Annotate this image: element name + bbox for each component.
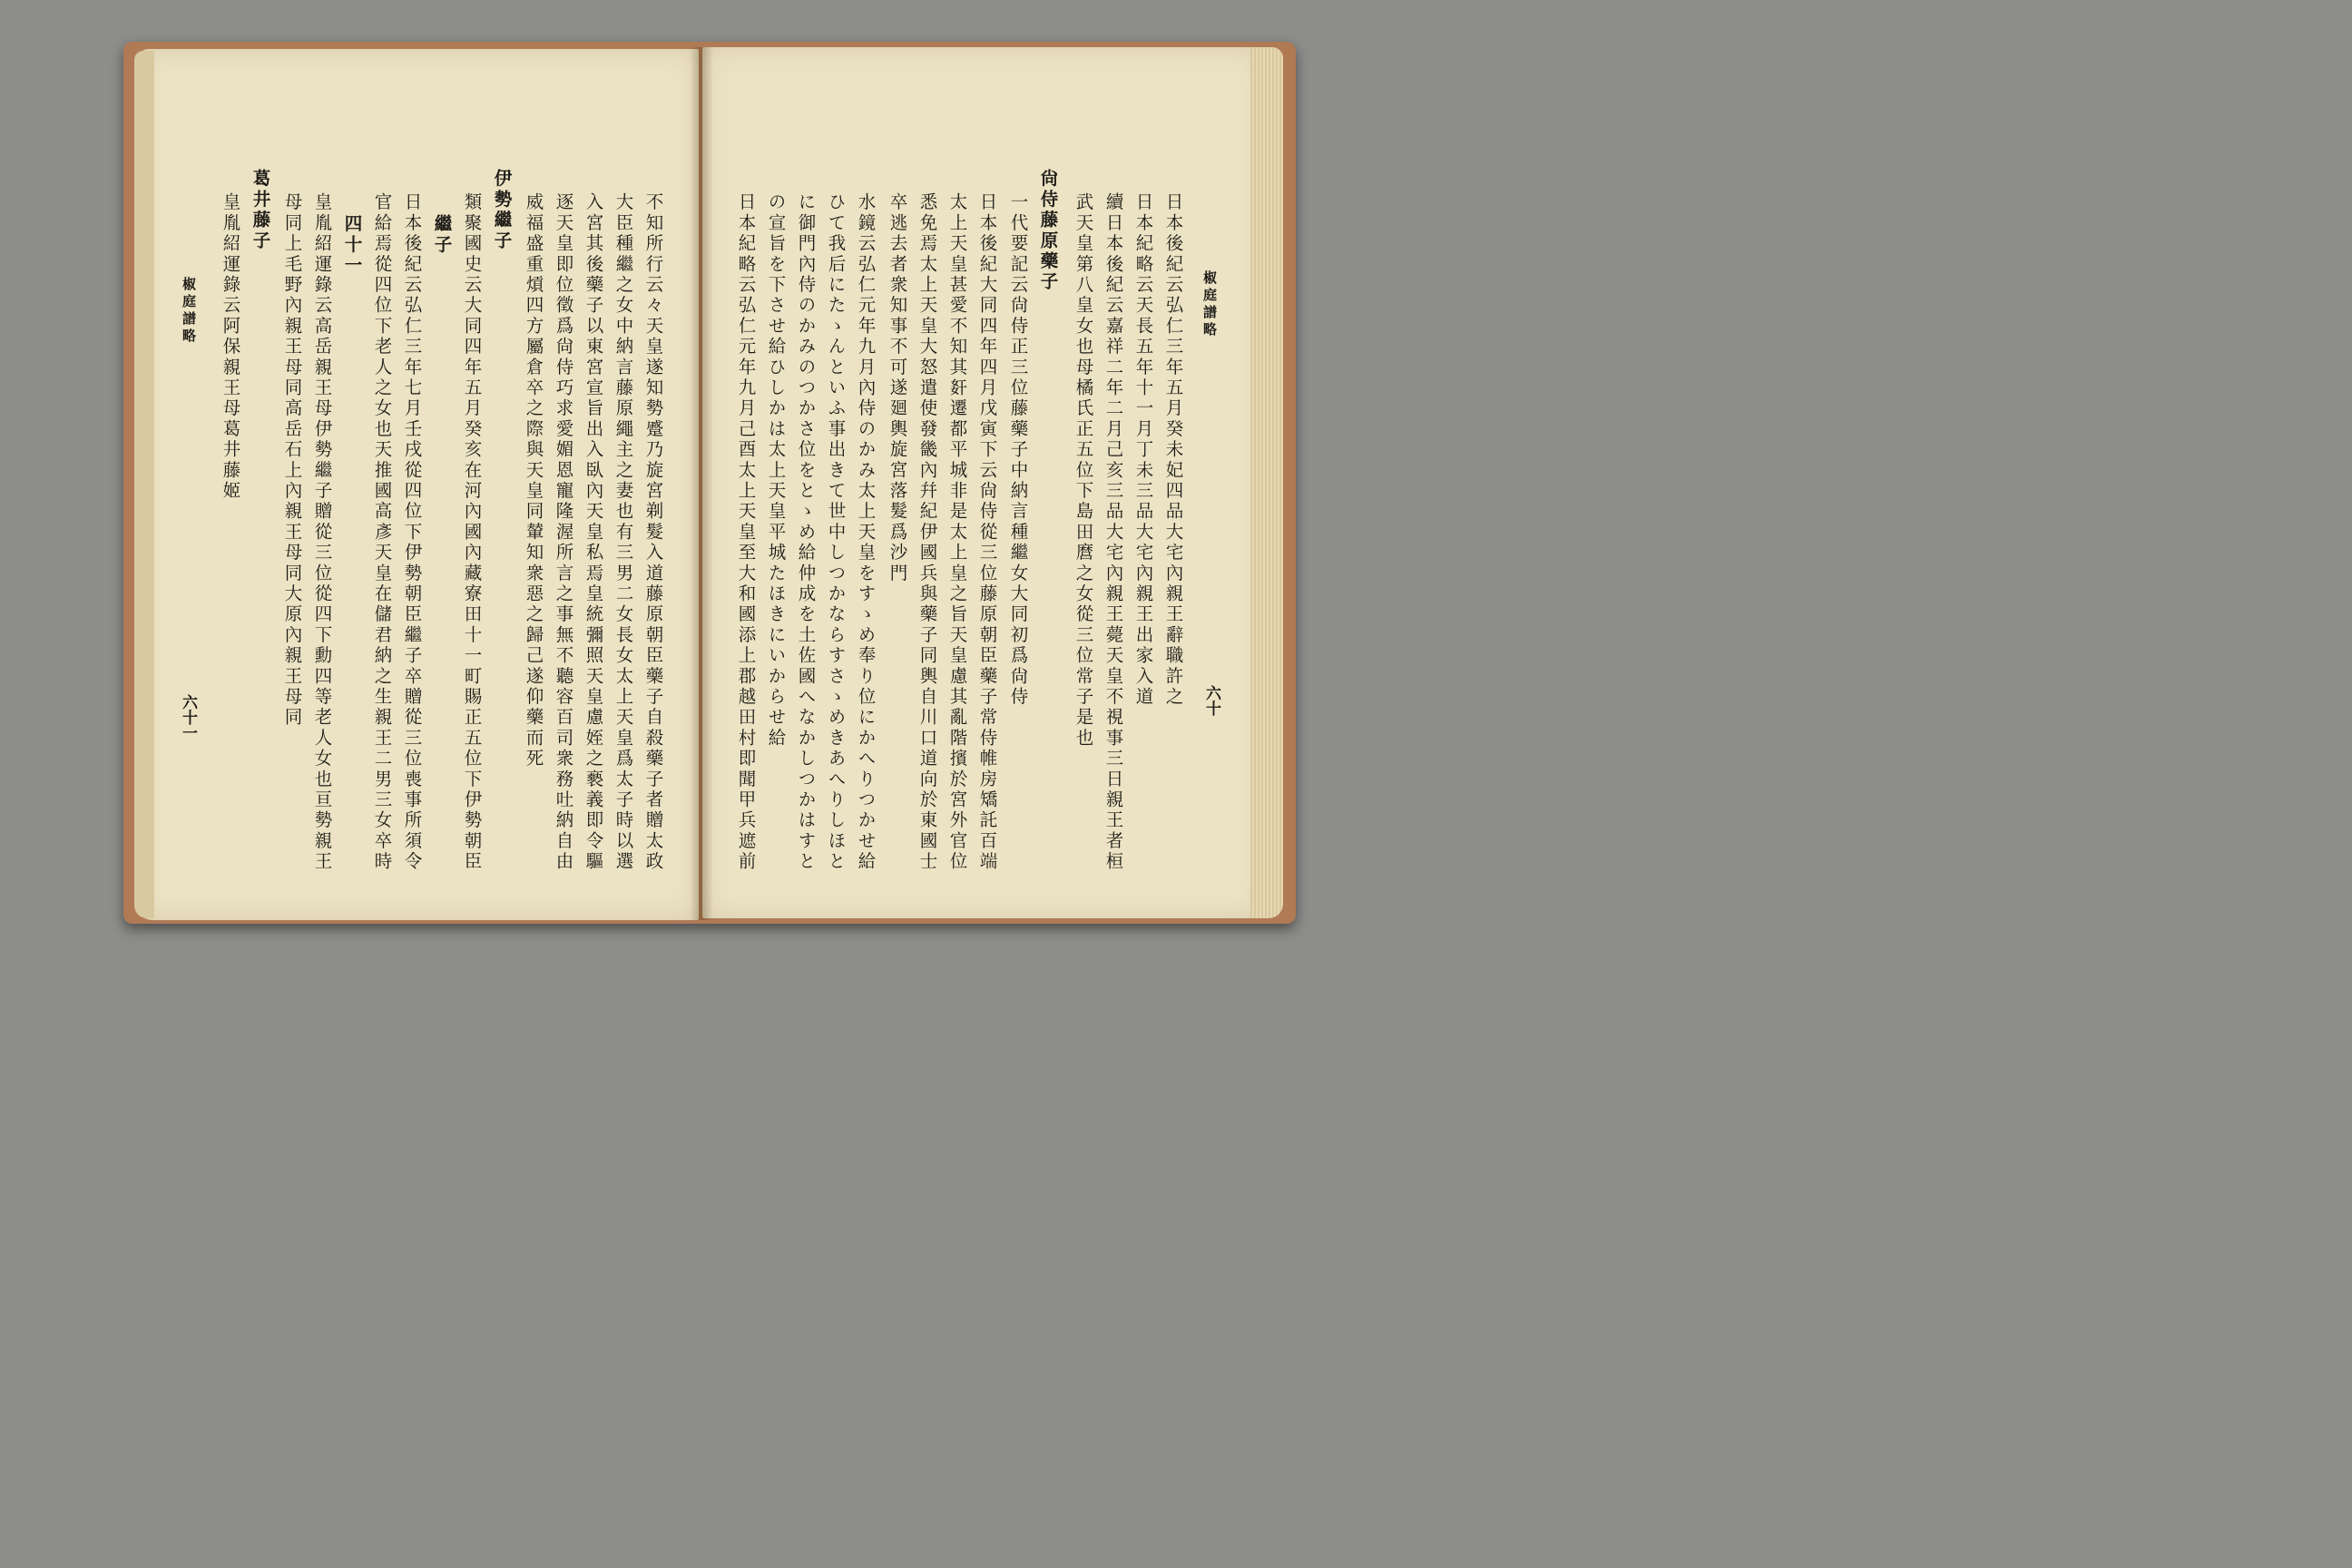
right-page-edge	[1250, 47, 1283, 918]
right-page-number: 六十	[1202, 685, 1220, 716]
text-column: 日本紀略云弘仁元年九月己酉太上天皇至大和國添上郡越田村即聞甲兵遮前	[735, 192, 757, 873]
text-column: 母同上毛野內親王母同高岳石上內親王母同大原內親王母同	[281, 192, 303, 729]
book-spread	[0, 0, 1423, 948]
right-page-header: 椒庭譜略	[1201, 270, 1218, 339]
left-page-edge	[134, 51, 154, 918]
text-column: 太上天皇甚愛不知其姧遷都平城非是太上皇之旨天皇慮其亂階擯於宮外官位	[946, 192, 968, 873]
text-column: 繼子	[431, 214, 453, 256]
text-column: ひて我后にたゝんといふ事出きて世中しつかならすさゝめきあへりしほと	[825, 192, 847, 873]
text-column: 一代要記云尙侍正三位藤藥子中納言種繼女大同初爲尙侍	[1007, 192, 1029, 708]
text-column: 四十一	[341, 214, 363, 277]
text-column: 日本後紀云弘仁三年五月癸未妃四品大宅內親王辭職許之	[1162, 192, 1184, 708]
text-column: 卒逃去者衆知事不可遂廻輿旋宮落髮爲沙門	[887, 192, 908, 584]
text-column: 不知所行云々天皇遂知勢蹙乃旋宮剃髮入道藤原朝臣藥子自殺藥子者贈太政	[642, 192, 664, 873]
text-column: 入宮其後藥子以東宮宣旨出入臥內天皇私焉皇統彌照天皇慮姪之褻義即令驅	[583, 192, 604, 873]
section-heading: 尙侍藤原藥子	[1037, 169, 1059, 293]
text-column: 武天皇第八皇女也母橘氏正五位下島田麿之女從三位常子是也	[1073, 192, 1094, 749]
text-column: に御門內侍のかみのつかさ位をとゝめ給仲成を土佐國へなかしつかはすと	[795, 192, 817, 873]
text-column: 悉免焉太上天皇大怒遣使發畿內幷紀伊國兵與藥子同輿自川口道向於東國士	[916, 192, 938, 873]
text-column: 日本紀略云天長五年十一月丁未三品大宅內親王出家入道	[1132, 192, 1154, 708]
text-column: 水鏡云弘仁元年九月內侍のかみ太上天皇をすゝめ奉り位にかへりつかせ給	[855, 192, 877, 873]
section-heading: 葛井藤子	[250, 169, 271, 251]
text-column: 日本後紀云弘仁三年七月壬戌從四位下伊勢朝臣繼子卒贈從三位喪事所須令	[401, 192, 423, 873]
text-column: 大臣種繼之女中納言藤原繩主之妻也有三男二女長女太上天皇爲太子時以選	[612, 192, 634, 873]
text-column: の宣旨を下させ給ひしかは太上天皇平城たほきにいからせ給	[765, 192, 787, 749]
text-column: 皇胤紹運錄云高岳親王母伊勢繼子贈從三位從四下勳四等老人女也亘勢親王	[311, 192, 333, 873]
text-column: 威福盛重熕四方屬倉卒之際與天皇同輦知衆惡之歸己遂仰藥而死	[523, 192, 544, 769]
text-column: 日本後紀大同四年四月戊寅下云尙侍從三位藤原朝臣藥子常侍帷房矯託百端	[976, 192, 998, 873]
text-column: 逐天皇即位徵爲尙侍巧求愛媚恩寵隆渥所言之事無不聽容百司衆務吐納自由	[553, 192, 574, 873]
text-column: 皇胤紹運錄云阿保親王母葛井藤姬	[220, 192, 241, 502]
left-page-number: 六十一	[179, 694, 197, 740]
text-column: 續日本後紀云嘉祥二年二月己亥三品大宅內親王薨天皇不視事三日親王者桓	[1102, 192, 1124, 873]
text-column: 官給焉從四位下老人之女也天推國高彥天皇在儲君納之生親王二男三女卒時	[371, 192, 393, 873]
book-gutter	[690, 47, 713, 920]
left-page-header: 椒庭譜略	[181, 277, 197, 346]
text-column: 類聚國史云大同四年五月癸亥在河內國內藏寮田十一町賜正五位下伊勢朝臣	[461, 192, 483, 873]
section-heading: 伊勢繼子	[491, 169, 513, 251]
